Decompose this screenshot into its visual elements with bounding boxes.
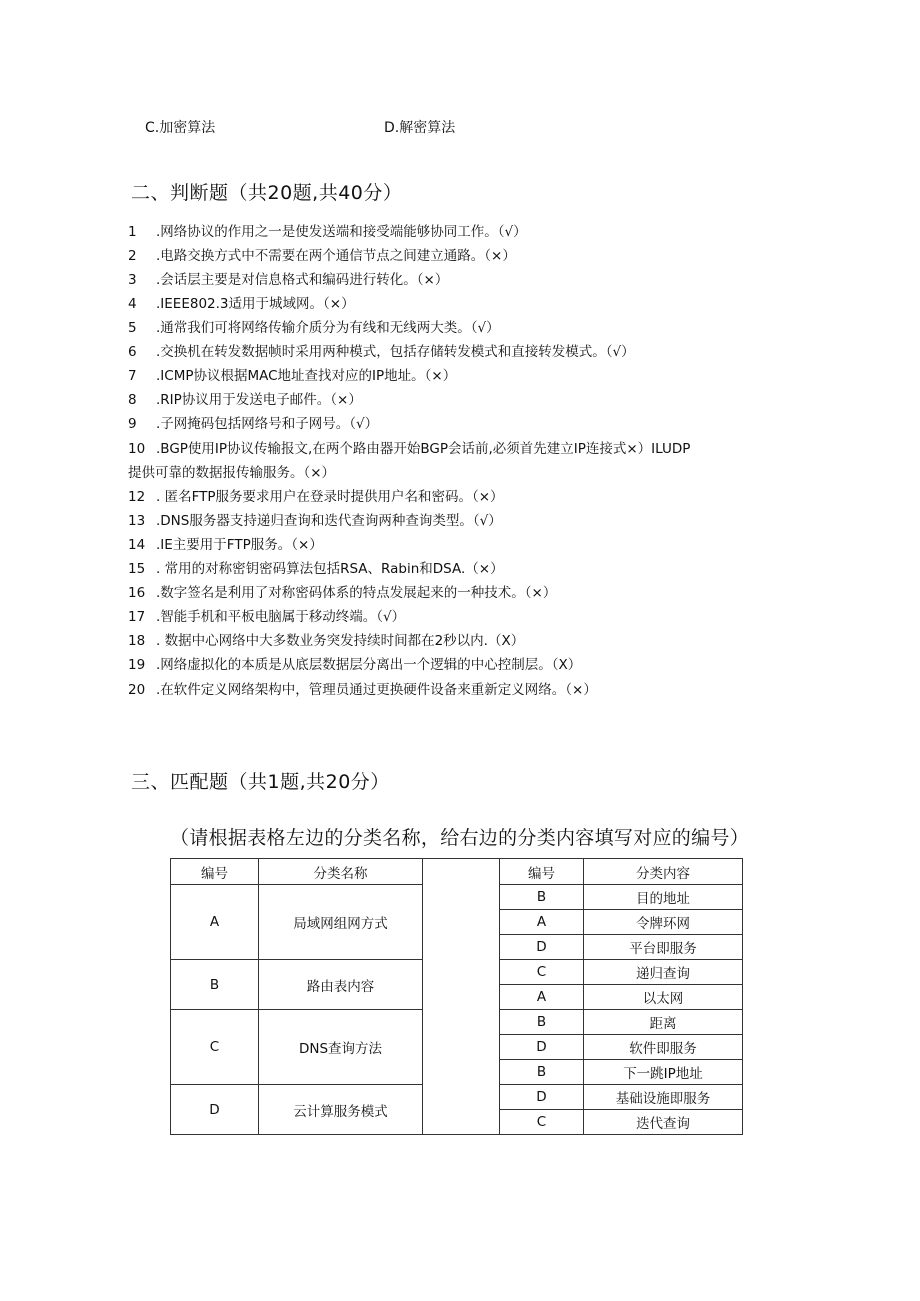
header-row [171,859,743,885]
question-item [128,437,690,457]
question-item [128,509,502,529]
right-code: D [500,1085,584,1110]
question-item [128,678,597,698]
matching-table [170,858,743,1135]
right-content: 递归查询 [584,960,743,985]
right-content: 以太网 [584,985,743,1010]
question-item [128,244,516,264]
question-number: 4 [128,296,137,312]
question-item [128,220,527,240]
question-text: .ICMP协议根据MAC地址查找对应的IP地址。（×） [156,368,457,384]
right-content: 基础设施即服务 [584,1085,743,1110]
left-code: A [171,885,259,960]
question-text: .智能手机和平板电脑属于移动终端。（√） [156,609,406,625]
question-number: 12 [128,489,146,505]
question-text: .网络协议的作用之一是使发送端和接受端能够协同工作。（√） [156,224,527,240]
question-item [128,364,456,384]
question-item [128,485,504,505]
question-text: .交换机在转发数据帧时采用两种模式，包括存储转发模式和直接转发模式。（√） [156,344,635,360]
question-number: 13 [128,513,146,529]
right-content: 迭代查询 [584,1110,743,1135]
question-text: .数字签名是利用了对称密码体系的特点发展起来的一种技术。（×） [156,585,557,601]
question-number: 14 [128,537,146,553]
question-number: 19 [128,657,146,673]
option-d: D.解密算法 [384,120,456,136]
question-item [128,533,323,553]
question-number: 10 [128,441,146,457]
question-number: 9 [128,416,137,432]
question-text: . 匿名FTP服务要求用户在登录时提供用户名和密码。（×） [156,489,504,505]
left-name: DNS查询方法 [259,1010,423,1085]
question-item [128,388,362,408]
left-name: 云计算服务模式 [259,1085,423,1135]
table-gap [423,859,500,1135]
left-name: 路由表内容 [259,960,423,1010]
section3-subtitle: （请根据表格左边的分类名称，给右边的分类内容填写对应的编号） [170,827,750,849]
question-item [128,340,635,360]
question-text: .RIP协议用于发送电子邮件。（×） [156,392,362,408]
left-code: D [171,1085,259,1135]
question-text: 提供可靠的数据报传输服务。（×） [128,465,336,481]
header-left-name: 分类名称 [259,859,423,885]
question-number: 7 [128,368,137,384]
header-right-num: 编号 [500,859,584,885]
question-text: .IEEE802.3适用于城域网。（×） [156,296,355,312]
question-number: 17 [128,609,146,625]
question-item [128,412,378,432]
right-code: B [500,1060,584,1085]
question-item [128,653,581,673]
question-number: 2 [128,248,137,264]
question-number: 18 [128,633,146,649]
question-text: . 数据中心网络中大多数业务突发持续时间都在2秒以内.（X） [156,633,525,649]
question-text: .BGP使用IP协议传输报文,在两个路由器开始BGP会话前,必须首先建立IP连接式×）ILUDP [156,441,691,457]
question-text: .网络虚拟化的本质是从底层数据层分离出一个逻辑的中心控制层。（X） [156,657,582,673]
question-item [128,461,335,481]
question-item [128,629,524,649]
question-text: .通常我们可将网络传输介质分为有线和无线两大类。（√） [156,320,500,336]
header-right-content: 分类内容 [584,859,743,885]
right-content: 软件即服务 [584,1035,743,1060]
right-code: D [500,1035,584,1060]
question-item [128,316,500,336]
question-number: 3 [128,272,137,288]
question-item [128,557,504,577]
right-code: A [500,910,584,935]
header-left-num: 编号 [171,859,259,885]
question-number: 20 [128,682,146,698]
section2-title: 二、判断题（共20题,共40分） [131,182,403,204]
question-number: 16 [128,585,146,601]
left-name: 局域网组网方式 [259,885,423,960]
question-number: 6 [128,344,137,360]
question-text: .电路交换方式中不需要在两个通信节点之间建立通路。（×） [156,248,516,264]
right-code: C [500,1110,584,1135]
option-c: C.加密算法 [145,120,216,136]
question-number: 1 [128,224,137,240]
question-text: . 常用的对称密钥密码算法包括RSA、Rabin和DSA.（×） [156,561,504,577]
question-item [128,581,556,601]
right-content: 距离 [584,1010,743,1035]
question-text: .会话层主要是对信息格式和编码进行转化。（×） [156,272,449,288]
left-code: B [171,960,259,1010]
question-text: .IE主要用于FTP服务。（×） [156,537,323,553]
right-content: 令牌环网 [584,910,743,935]
question-text: .DNS服务器支持递归查询和迭代查询两种查询类型。（√） [156,513,502,529]
right-content: 目的地址 [584,885,743,910]
question-text: .在软件定义网络架构中，管理员通过更换硬件设备来重新定义网络。（×） [156,682,597,698]
right-code: B [500,1010,584,1035]
question-item [128,268,448,288]
right-code: A [500,985,584,1010]
section3-title: 三、匹配题（共1题,共20分） [131,771,390,793]
right-code: B [500,885,584,910]
question-number: 15 [128,561,146,577]
question-item [128,292,355,312]
left-code: C [171,1010,259,1085]
right-content: 平台即服务 [584,935,743,960]
question-item [128,605,405,625]
question-number: 5 [128,320,137,336]
right-content: 下一跳IP地址 [584,1060,743,1085]
right-code: D [500,935,584,960]
right-code: C [500,960,584,985]
question-text: .子网掩码包括网络号和子网号。（√） [156,416,379,432]
question-number: 8 [128,392,137,408]
